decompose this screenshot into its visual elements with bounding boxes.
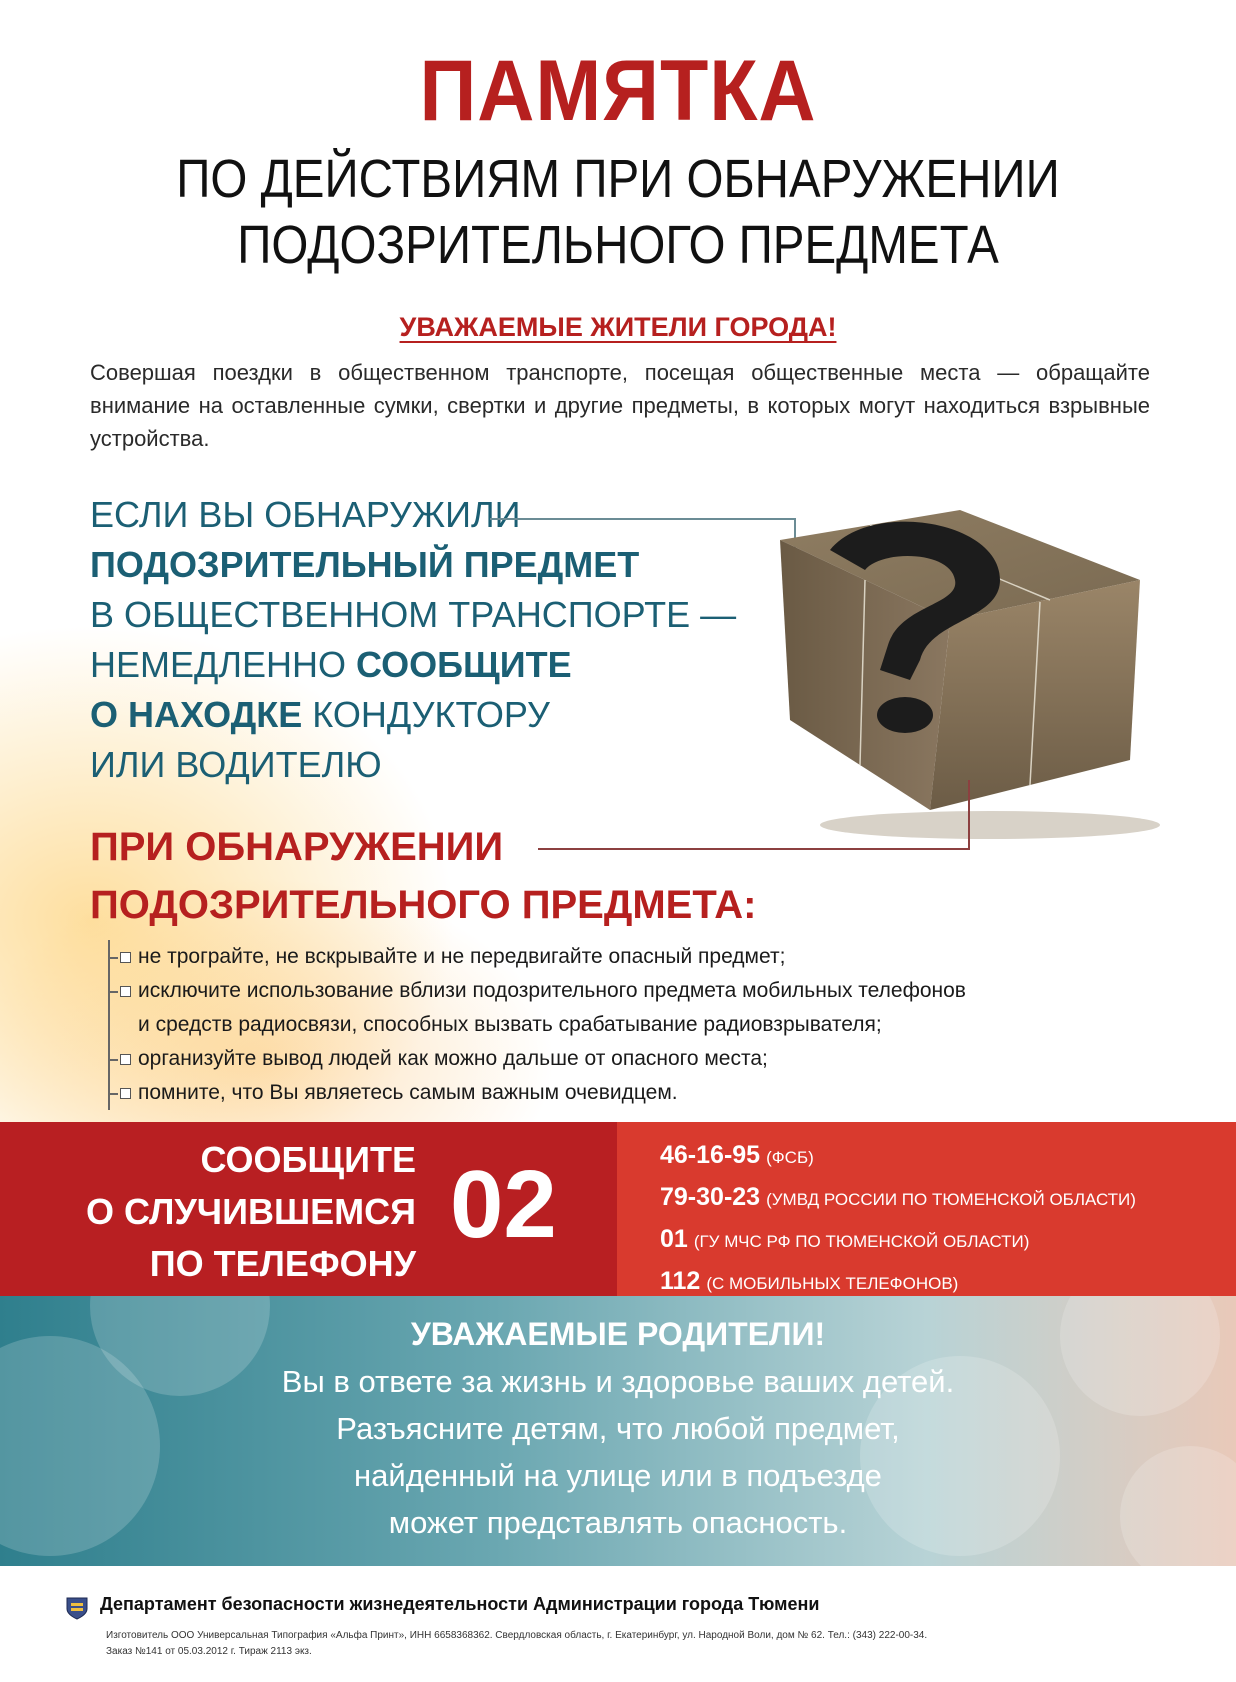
transport-line-2: ПОДОЗРИТЕЛЬНЫЙ ПРЕДМЕТ bbox=[90, 544, 640, 585]
department-name: Департамент безопасности жизнедеятельности Администрации города Тюмени bbox=[100, 1594, 820, 1614]
list-item: помните, что Вы являетесь самым важным очевидцем. bbox=[110, 1076, 1128, 1110]
subtitle-line-1: ПО ДЕЙСТВИЯМ ПРИ ОБНАРУЖЕНИИ bbox=[176, 149, 1060, 209]
instructions-heading-line-2: ПОДОЗРИТЕЛЬНОГО ПРЕДМЕТА: bbox=[90, 883, 757, 927]
report-call-text: СООБЩИТЕ О СЛУЧИВШЕМСЯ ПО ТЕЛЕФОНУ bbox=[86, 1139, 416, 1284]
page-subtitle bbox=[74, 146, 1162, 278]
list-item: исключите использование вблизи подозрительного предмета мобильных телефонов и средств радиосвязи, способных вызвать срабатывание радиовзрывателя; bbox=[110, 974, 1128, 1042]
checkbox-icon bbox=[120, 986, 131, 997]
subtitle-line-2: ПОДОЗРИТЕЛЬНОГО ПРЕДМЕТА bbox=[237, 215, 999, 275]
checkbox-icon bbox=[120, 1054, 131, 1065]
city-emblem-icon bbox=[64, 1594, 90, 1620]
citizens-heading: УВАЖАЕМЫЕ ЖИТЕЛИ ГОРОДА! bbox=[399, 312, 837, 342]
transport-line-5a: О НАХОДКЕ bbox=[90, 694, 303, 735]
parents-heading: УВАЖАЕМЫЕ РОДИТЕЛИ! bbox=[410, 1316, 826, 1352]
instructions-list bbox=[108, 940, 1128, 1110]
citizens-text: Совершая поездки в общественном транспорте, посещая общественные места — обращайте внимание на оставленные сумки, свертки и другие предметы, в которых могут находиться взрывные устройства. bbox=[90, 360, 1150, 451]
transport-line-4a: НЕМЕДЛЕННО bbox=[90, 644, 357, 685]
list-item: организуйте вывод людей как можно дальше от опасного места; bbox=[110, 1042, 1128, 1076]
print-info: Изготовитель ООО Универсальная Типография «Альфа Принт», ИНН 6658368362. Свердловская область, г. Екатеринбург, ул. Народной Воли, дом № 62. Тел.: (343) 222-00-34. Заказ №141 от 05.03.2012 г. Тираж 2113 экз. bbox=[106, 1630, 928, 1657]
transport-line-6: ИЛИ ВОДИТЕЛЮ bbox=[90, 744, 382, 785]
transport-line-4b: СООБЩИТЕ bbox=[356, 644, 572, 685]
parents-text: Вы в ответе за жизнь и здоровье ваших детей. Разъясните детям, что любой предмет, найденный на улице или в подъезде может представлять опасность. bbox=[281, 1364, 955, 1540]
checkbox-icon bbox=[120, 1088, 131, 1099]
red-connector-line bbox=[538, 780, 970, 850]
checkbox-icon bbox=[120, 952, 131, 963]
phone-row: 46-16-95 (ФСБ) bbox=[660, 1141, 814, 1169]
transport-line-1: ЕСЛИ ВЫ ОБНАРУЖИЛИ bbox=[90, 494, 521, 535]
transport-line-3: В ОБЩЕСТВЕННОМ ТРАНСПОРТЕ — bbox=[90, 594, 737, 635]
phone-row: 01 (ГУ МЧС РФ ПО ТЮМЕНСКОЙ ОБЛАСТИ) bbox=[660, 1225, 1030, 1253]
phone-row: 79-30-23 (УМВД РОССИИ ПО ТЮМЕНСКОЙ ОБЛАСТИ) bbox=[660, 1183, 1136, 1211]
transport-line-5b: КОНДУКТОРУ bbox=[302, 694, 550, 735]
phone-row: 112 (С МОБИЛЬНЫХ ТЕЛЕФОНОВ) bbox=[660, 1267, 959, 1295]
instructions-heading-line-1: ПРИ ОБНАРУЖЕНИИ bbox=[90, 825, 504, 869]
page-title: ПАМЯТКА bbox=[419, 43, 817, 139]
emergency-number: 02 bbox=[450, 1151, 557, 1258]
phone-list bbox=[660, 1136, 1220, 1304]
list-item: не трограйте, не вскрывайте и не передвигайте опасный предмет; bbox=[110, 940, 1128, 974]
teal-connector-line bbox=[490, 518, 796, 564]
